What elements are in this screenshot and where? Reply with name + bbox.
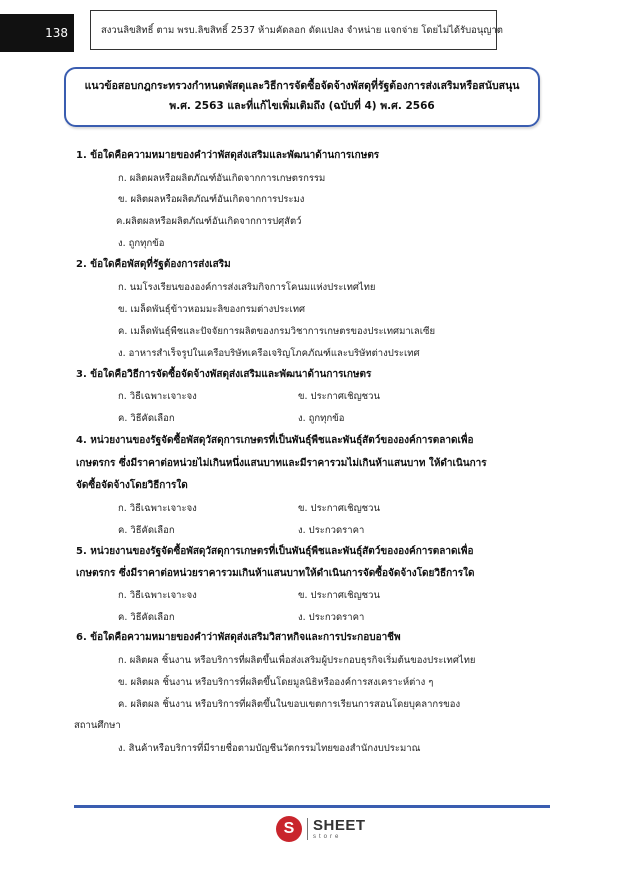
q2-option-d: ง. อาหารสำเร็จรูปในเครือบริษัทเครือเจริญโภคภัณฑ์และบริษัทต่างประเทศ <box>118 348 420 359</box>
q2-option-c: ค. เมล็ดพันธุ์พืชและปัจจัยการผลิตของกรมวิชาการเกษตรของประเทศมาเลเซีย <box>118 326 436 337</box>
question-4-line-2: เกษตรกร ซึ่งมีราคาต่อหน่วยไม่เกินหนึ่งแสนบาทและมีราคารวมไม่เกินห้าแสนบาท ให้ดำเนินการ <box>76 458 487 469</box>
question-5-line-2: เกษตรกร ซึ่งมีราคาต่อหน่วยราคารวมเกินห้าแสนบาทให้ดำเนินการจัดซื้อจัดจ้างโดยวิธีการใด <box>76 568 475 579</box>
copyright-notice: สงวนลิขสิทธิ์ ตาม พรบ.ลิขสิทธิ์ 2537 ห้ามคัดลอก ดัดแปลง จำหน่าย แจกจ่าย โดยไม่ได้รับอนุญาต <box>90 10 497 50</box>
q6-option-c-continued: สถานศึกษา <box>74 720 121 731</box>
logo-main-text: SHEET <box>313 817 366 834</box>
question-1: 1. ข้อใดคือความหมายของคำว่าพัสดุส่งเสริมและพัฒนาด้านการเกษตร <box>76 150 380 161</box>
title-box <box>64 67 540 127</box>
q1-option-a: ก. ผลิตผลหรือผลิตภัณฑ์อันเกิดจากการเกษตรกรรม <box>118 173 326 184</box>
question-4-line-1: 4. หน่วยงานของรัฐจัดซื้อพัสดุวัสดุการเกษตรที่เป็นพันธุ์พืชและพันธุ์สัตว์ขององค์การตลาดเพื่อ <box>76 435 474 446</box>
q6-option-c: ค. ผลิตผล ชิ้นงาน หรือบริการที่ผลิตขึ้นในขอบเขตการเรียนการสอนโดยบุคลากรของ <box>118 699 461 710</box>
q4-option-d: ง. ประกวดราคา <box>298 525 365 536</box>
q6-option-d: ง. สินค้าหรือบริการที่มีรายชื่อตามบัญชีนวัตกรรมไทยของสำนักงบประมาณ <box>118 743 421 754</box>
logo-s-icon: S <box>276 816 302 842</box>
q6-option-a: ก. ผลิตผล ชิ้นงาน หรือบริการที่ผลิตขึ้นเพื่อส่งเสริมผู้ประกอบธุรกิจเริ่มต้นของประเทศไทย <box>118 655 476 666</box>
q4-option-b: ข. ประกาศเชิญชวน <box>298 503 380 514</box>
q5-option-b: ข. ประกาศเชิญชวน <box>298 590 380 601</box>
question-4-line-3: จัดซื้อจัดจ้างโดยวิธีการใด <box>76 480 188 491</box>
question-6: 6. ข้อใดคือความหมายของคำว่าพัสดุส่งเสริมวิสาหกิจและการประกอบอาชีพ <box>76 632 401 643</box>
question-3: 3. ข้อใดคือวิธีการจัดซื้อจัดจ้างพัสดุส่งเสริมและพัฒนาด้านการเกษตร <box>76 369 372 380</box>
sheet-store-logo <box>276 816 366 842</box>
q4-option-a: ก. วิธีเฉพาะเจาะจง <box>118 503 197 514</box>
footer-rule <box>74 805 550 808</box>
q3-option-d: ง. ถูกทุกข้อ <box>298 413 345 424</box>
q5-option-c: ค. วิธีคัดเลือก <box>118 612 175 623</box>
q2-option-b: ข. เมล็ดพันธุ์ข้าวหอมมะลิของกรมต่างประเทศ <box>118 304 306 315</box>
q5-option-a: ก. วิธีเฉพาะเจาะจง <box>118 590 197 601</box>
question-2: 2. ข้อใดคือพัสดุที่รัฐต้องการส่งเสริม <box>76 259 231 270</box>
q3-option-a: ก. วิธีเฉพาะเจาะจง <box>118 391 197 402</box>
title-line-1: แนวข้อสอบกฎกระทรวงกำหนดพัสดุและวิธีการจัดซื้อจัดจ้างพัสดุที่รัฐต้องการส่งเสริมหรือสนับสนุน <box>84 80 520 93</box>
q1-option-c: ค.ผลิตผลหรือผลิตภัณฑ์อันเกิดจากการปศุสัตว์ <box>116 216 302 227</box>
logo-divider <box>307 818 308 840</box>
q5-option-d: ง. ประกวดราคา <box>298 612 365 623</box>
q1-option-d: ง. ถูกทุกข้อ <box>118 238 165 249</box>
q6-option-b: ข. ผลิตผล ชิ้นงาน หรือบริการที่ผลิตขึ้นโดยมูลนิธิหรือองค์การสงเคราะห์ต่าง ๆ <box>118 677 434 688</box>
q2-option-a: ก. นมโรงเรียนขององค์การส่งเสริมกิจการโคนมแห่งประเทศไทย <box>118 282 376 293</box>
question-5-line-1: 5. หน่วยงานของรัฐจัดซื้อพัสดุวัสดุการเกษตรที่เป็นพันธุ์พืชและพันธุ์สัตว์ขององค์การตลาดเพื่อ <box>76 546 474 557</box>
title-line-2: พ.ศ. 2563 และที่แก้ไขเพิ่มเติมถึง (ฉบับที่ 4) พ.ศ. 2566 <box>169 100 435 112</box>
q1-option-b: ข. ผลิตผลหรือผลิตภัณฑ์อันเกิดจากการประมง <box>118 194 305 205</box>
q3-option-c: ค. วิธีคัดเลือก <box>118 413 175 424</box>
q4-option-c: ค. วิธีคัดเลือก <box>118 525 175 536</box>
q3-option-b: ข. ประกาศเชิญชวน <box>298 391 380 402</box>
logo-sub-text: store <box>313 834 342 840</box>
page-number: 138 <box>0 14 74 52</box>
logo-text <box>313 818 366 840</box>
